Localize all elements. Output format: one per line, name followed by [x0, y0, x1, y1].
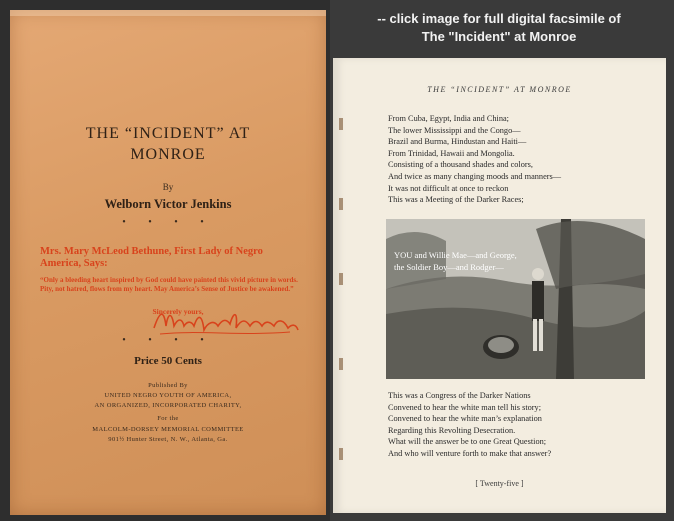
cover-endorsement-heading: Mrs. Mary McLeod Bethune, First Lady of Negro America, Says: [40, 246, 263, 269]
verse-line: From Trinidad, Hawaii and Mongolia. [388, 148, 515, 158]
verse-line: Convened to hear the white man tell his story; [388, 402, 541, 412]
photo-caption-line2: the Soldier Boy—and Rodger— [394, 262, 504, 272]
page-number: [ Twenty-five ] [475, 479, 524, 488]
cover-closing: Sincerely yours, [152, 307, 204, 316]
cover-price: Price 50 Cents [134, 355, 202, 367]
inner-page-image[interactable] [333, 58, 666, 513]
photo-scene [386, 219, 645, 379]
cover-for-the: For the [157, 415, 179, 422]
cover-paper [10, 10, 326, 515]
facsimile-link-line2: The "Incident" at Monroe [421, 29, 577, 44]
cover-title-line2: MONROE [130, 146, 206, 163]
verse-line: Brazil and Burma, Hindustan and Haiti— [388, 137, 527, 147]
verse-line: Convened to hear the white man’s explanation [388, 414, 542, 424]
cover-committee: MALCOLM-DORSEY MEMORIAL COMMITTEE [92, 426, 244, 433]
cover-publisher-1: UNITED NEGRO YOUTH OF AMERICA, [104, 392, 232, 399]
photo-caption [394, 249, 517, 273]
cover-address: 901½ Hunter Street, N. W., Atlanta, Ga. [108, 436, 228, 443]
cover-quote: “Only a bleeding heart inspired by God could have painted this vivid picture in words. Pity, not hatred, flows from my heart. May America’s Sense of Justice be awakened.” [40, 276, 298, 293]
photo-caption-line1: YOU and Willie Mae—and George, [394, 250, 517, 260]
book-cover-image[interactable] [0, 0, 330, 521]
verse-line: From Cuba, Egypt, India and China; [388, 114, 509, 123]
verse-line: And who will venture forth to make that answer? [388, 448, 552, 458]
cover-by: By [162, 182, 174, 192]
cover-author: Welborn Victor Jenkins [104, 197, 232, 211]
cover-fold [10, 10, 326, 16]
cover-dots-top: • • • • [122, 217, 214, 228]
facsimile-link[interactable] [334, 10, 664, 46]
verse-line: The lower Mississippi and the Congo— [388, 125, 521, 135]
signature-image [150, 300, 300, 340]
verse-line: This was a Meeting of the Darker Races; [388, 195, 524, 205]
verse-line: This was a Congress of the Darker Nations [388, 391, 531, 400]
verse-line: What will the answer be to one Great Question; [388, 437, 547, 447]
verse-line: It was not difficult at once to reckon [388, 183, 509, 193]
cover-publisher-2: AN ORGANIZED, INCORPORATED CHARITY, [94, 402, 242, 409]
verse-bottom [388, 390, 648, 460]
binding-edge [336, 58, 346, 513]
facsimile-link-line1: -- click image for full digital facsimile of [377, 11, 621, 26]
verse-line: And twice as many changing moods and manners— [388, 171, 562, 181]
cover-title-line1: THE “INCIDENT” AT [85, 125, 251, 142]
verse-line: Consisting of a thousand shades and colors, [388, 160, 533, 170]
cover-dots-bottom: • • • • [122, 335, 214, 346]
page-header: THE “INCIDENT” AT MONROE [427, 85, 572, 94]
verse-line: Regarding this Revolting Desecration. [388, 425, 516, 435]
photograph [386, 219, 645, 379]
verse-top [388, 113, 648, 206]
cover-published-by: Published By [148, 382, 188, 389]
